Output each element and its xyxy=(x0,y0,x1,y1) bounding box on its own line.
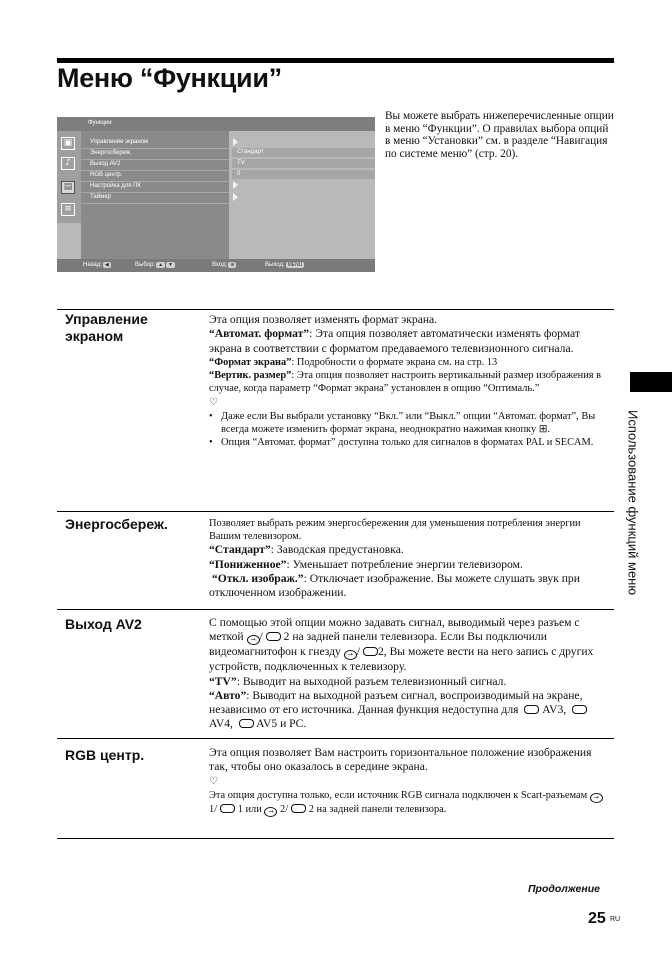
scart-input-icon: → xyxy=(590,793,603,803)
tv-menu-divider xyxy=(81,192,229,193)
submenu-arrow-icon xyxy=(233,181,238,189)
section-title-rgb: RGB центр. xyxy=(65,747,145,763)
page-suffix: RU xyxy=(610,916,621,923)
tv-menu-item[interactable]: Таймер xyxy=(90,194,111,200)
tv-footer-select: Выбор: ▲ ▼ xyxy=(135,262,173,268)
tv-menu-value: 0 xyxy=(232,170,375,179)
picture-icon: ▣ xyxy=(61,137,75,150)
tv-menu-value: Стандарт xyxy=(232,148,375,157)
scart-output-icon xyxy=(266,632,281,641)
scart-input-icon: → xyxy=(247,635,260,645)
tv-menu-list xyxy=(81,131,229,259)
section-title-av2: Выход AV2 xyxy=(65,616,142,632)
tv-menu-item[interactable]: Выход AV2 xyxy=(90,161,121,167)
intro-text: Вы можете выбрать нижеперечисленные опции в меню “Функции”. О правилах выбора опций в меню “Установки” см. в разделе “Навигация по системе меню” (стр. 20). xyxy=(385,110,614,160)
hint-icon: ♡ xyxy=(209,396,218,408)
bullet-item: • Опция “Автомат. формат” доступна только для сигналов в форматах PAL и SECAM. xyxy=(221,436,611,449)
bullet-item: • Даже если Вы выбрали установку “Вкл.” или “Выкл.” опции “Автомат. формат”, Вы всегда можете изменить формат экрана, неоднократно нажимая кнопку ⊞. xyxy=(221,410,611,436)
term-picture-off: “Откл. изображ.” xyxy=(211,572,304,585)
submenu-arrow-icon xyxy=(233,138,238,146)
tv-menu-divider xyxy=(81,181,229,182)
tv-menu-screenshot xyxy=(57,117,375,272)
scart-output-icon xyxy=(363,647,378,656)
scart-output-icon xyxy=(220,804,235,813)
submenu-arrow-icon xyxy=(233,193,238,201)
page-title: Меню “Функции” xyxy=(57,63,282,93)
section-title-screen: Управление экраном xyxy=(65,311,148,344)
section-body-av2: С помощью этой опции можно задавать сигнал, выводимый через разъем с меткой → / 2 на задней панели телевизора. Если Вы подключили видеомагнитофон к гнезду → / 2, Вы можете вести на него запись с других устройств, подключенных к телевизору. “TV”: Выводит на выходной разъем телевизионный сигнал. “Авто”: Выводит на выходной разъем сигнал, воспроизводимый на экране, независимо от его источника. Данная функция недоступна для AV3, AV4, AV5 и PC. xyxy=(209,616,594,731)
back-icon: ◀ xyxy=(104,262,109,268)
tv-menu-header xyxy=(57,117,375,131)
section-body-screen: Эта опция позволяет изменять формат экрана. “Автомат. формат”: Эта опция позволяет автоматически изменять формат экрана в соответствии с форматом предаваемого телевизионного сигнала. “Формат экрана”: Подробности о формате экрана см. на стр. 13 “Вертик. размер”: Эта опция позволяет настроить вертикальный размер изображения в случае, когда параметр “Формат экрана” установлен в опцию “Оптималь.” ♡ • Даже если Вы выбрали установку “Вкл.” или “Выкл.” опции “Автомат. формат”, Вы всегда можете изменить формат экрана, неоднократно нажимая кнопку ⊞. • Опция “Автомат. формат” доступна только для сигналов в форматах PAL и SECAM. xyxy=(209,313,611,449)
tv-footer-exit: Выход: MENU xyxy=(265,262,303,268)
section-body-rgb: Эта опция позволяет Вам настроить горизонтальное положение изображения так, чтобы оно оказалось в середине экрана. ♡ Эта опция доступна только, если источник RGB сигнала подключен к Scart-разъемам → 1/ 1 или → 2/ 2 на задней панели телевизора. xyxy=(209,746,611,817)
tv-menu-item[interactable]: Энергосбереж. xyxy=(90,150,132,156)
term-auto-format: “Автомат. формат” xyxy=(209,327,310,341)
term-auto: “Авто” xyxy=(209,688,247,702)
page-number: 25 xyxy=(588,910,606,927)
tv-menu-item[interactable]: Настройка для ПК xyxy=(90,183,141,189)
scart-input-icon: → xyxy=(264,807,277,817)
tv-menu-divider xyxy=(81,159,229,160)
section-divider xyxy=(57,738,614,739)
tv-menu-value: TV xyxy=(232,159,375,168)
screen-intro: Эта опция позволяет изменять формат экрана. xyxy=(209,313,438,326)
tv-menu-divider xyxy=(81,203,229,204)
tv-menu-header-label: Функции xyxy=(88,120,112,126)
section-divider xyxy=(57,511,614,512)
section-divider xyxy=(57,309,614,310)
term-tv: “TV” xyxy=(209,674,237,688)
section-title-energy: Энергосбереж. xyxy=(65,516,168,532)
hint-icon: ♡ xyxy=(209,775,218,787)
scart-input-icon: → xyxy=(344,650,357,660)
av-input-icon xyxy=(524,705,539,714)
term-screen-format: “Формат экрана” xyxy=(209,356,292,368)
section-body-energy: Позволяет выбрать режим энергосбережения для уменьшения потребления энергии Вашим телевизором. “Стандарт”: Заводская предустановка. “Пониженное”: Уменьшает потребление энергии телевизором. “Откл. изображ.”: Отключает изображение. Вы можете слушать звук при отключенном изображении. xyxy=(209,518,581,600)
tv-menu-item[interactable]: Управление экраном xyxy=(90,139,149,145)
term-standard: “Стандарт” xyxy=(209,543,271,557)
continued-label: Продолжение xyxy=(528,883,600,895)
av-input-icon xyxy=(572,705,587,714)
up-icon: ▲ xyxy=(158,262,164,268)
function-icon: ▤ xyxy=(61,181,75,194)
tv-footer-back: Назад: ◀ xyxy=(83,262,109,268)
down-icon: ▼ xyxy=(168,262,173,268)
sound-icon: ♪ xyxy=(61,157,75,170)
enter-icon: ⊕ xyxy=(230,262,235,268)
section-divider xyxy=(57,609,614,610)
tv-menu-divider xyxy=(81,148,229,149)
term-reduced: “Пониженное” xyxy=(209,557,287,571)
tv-menu-item[interactable]: RGB центр. xyxy=(90,172,123,178)
section-divider xyxy=(57,838,614,839)
chapter-label: Использование функций меню xyxy=(625,410,641,596)
menu-key: MENU xyxy=(287,262,303,268)
tv-menu-divider xyxy=(81,170,229,171)
settings-icon: ≡ xyxy=(61,203,75,216)
tv-footer-enter: Вход: ⊕ xyxy=(212,262,235,268)
tv-menu-footer xyxy=(57,259,375,272)
term-vertical-size: “Вертик. размер” xyxy=(209,370,292,382)
av-input-icon xyxy=(239,719,254,728)
chapter-tab xyxy=(630,372,672,392)
scart-output-icon xyxy=(291,804,306,813)
tv-menu-icon-column xyxy=(57,131,81,223)
wide-button-icon: ⊞ xyxy=(538,422,548,435)
